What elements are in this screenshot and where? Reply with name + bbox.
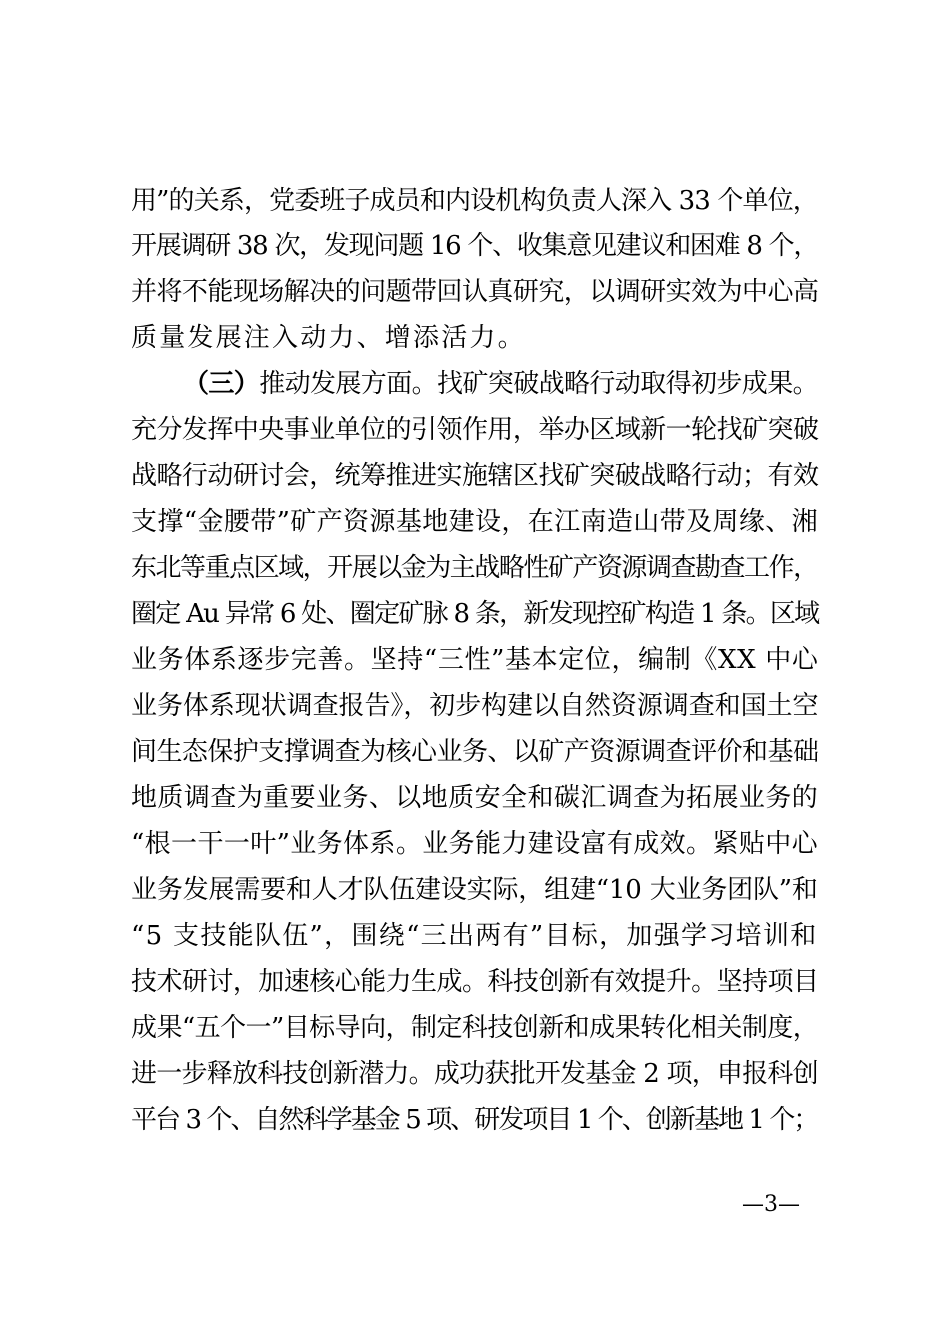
text-line: 战略行动研讨会，统筹推进实施辖区找矿突破战略行动；有效 — [131, 461, 819, 491]
section-heading-text: 推动发展方面。找矿突破战略行动取得初步成果。 — [259, 369, 819, 399]
text-line: 东北等重点区域，开展以金为主战略性矿产资源调查勘查工作， — [131, 553, 818, 583]
text-line: 业务体系现状调查报告》，初步构建以自然资源调查和国土空 — [131, 691, 819, 721]
text-line: 成果“五个一”目标导向，制定科技创新和成果转化相关制度， — [131, 1013, 819, 1043]
text-line: 充分发挥中央事业单位的引领作用，举办区域新一轮找矿突破 — [131, 415, 819, 445]
text-line: 业务体系逐步完善。坚持“三性”基本定位，编制《XX 中心 — [131, 645, 819, 675]
text-line: 圈定 Au 异常 6 处、圈定矿脉 8 条，新发现控矿构造 1 条。区域 — [131, 599, 819, 629]
text-line: 用”的关系，党委班子成员和内设机构负责人深入 33 个单位， — [131, 186, 818, 216]
page-number: —3— — [742, 1192, 800, 1217]
text-line: 地质调查为重要业务、以地质安全和碳汇调查为拓展业务的 — [131, 783, 819, 813]
text-line: 业务发展需要和人才队伍建设实际，组建“10 大业务团队”和 — [131, 875, 818, 905]
section-heading-line — [183, 367, 818, 401]
text-line: “根一干一叶”业务体系。业务能力建设富有成效。紧贴中心 — [131, 829, 818, 859]
text-line: 间生态保护支撑调查为核心业务、以矿产资源调查评价和基础 — [131, 737, 819, 767]
text-line: 并将不能现场解决的问题带回认真研究，以调研实效为中心高 — [131, 277, 819, 307]
text-line: 支撑“金腰带”矿产资源基地建设，在江南造山带及周缘、湘 — [131, 507, 818, 537]
text-line: 平台 3 个、自然科学基金 5 项、研发项目 1 个、创新基地 1 个； — [131, 1105, 818, 1135]
text-line: 技术研讨，加速核心能力生成。科技创新有效提升。坚持项目 — [131, 967, 819, 997]
text-line: 质量发展注入动力、增添活力。 — [131, 323, 526, 353]
text-line: 进一步释放科技创新潜力。成功获批开发基金 2 项，申报科创 — [131, 1059, 818, 1089]
text-line: 开展调研 38 次，发现问题 16 个、收集意见建议和困难 8 个， — [131, 231, 819, 261]
section-marker: （三） — [183, 369, 260, 399]
text-line: “5 支技能队伍”，围绕“三出两有”目标，加强学习培训和 — [131, 921, 818, 951]
